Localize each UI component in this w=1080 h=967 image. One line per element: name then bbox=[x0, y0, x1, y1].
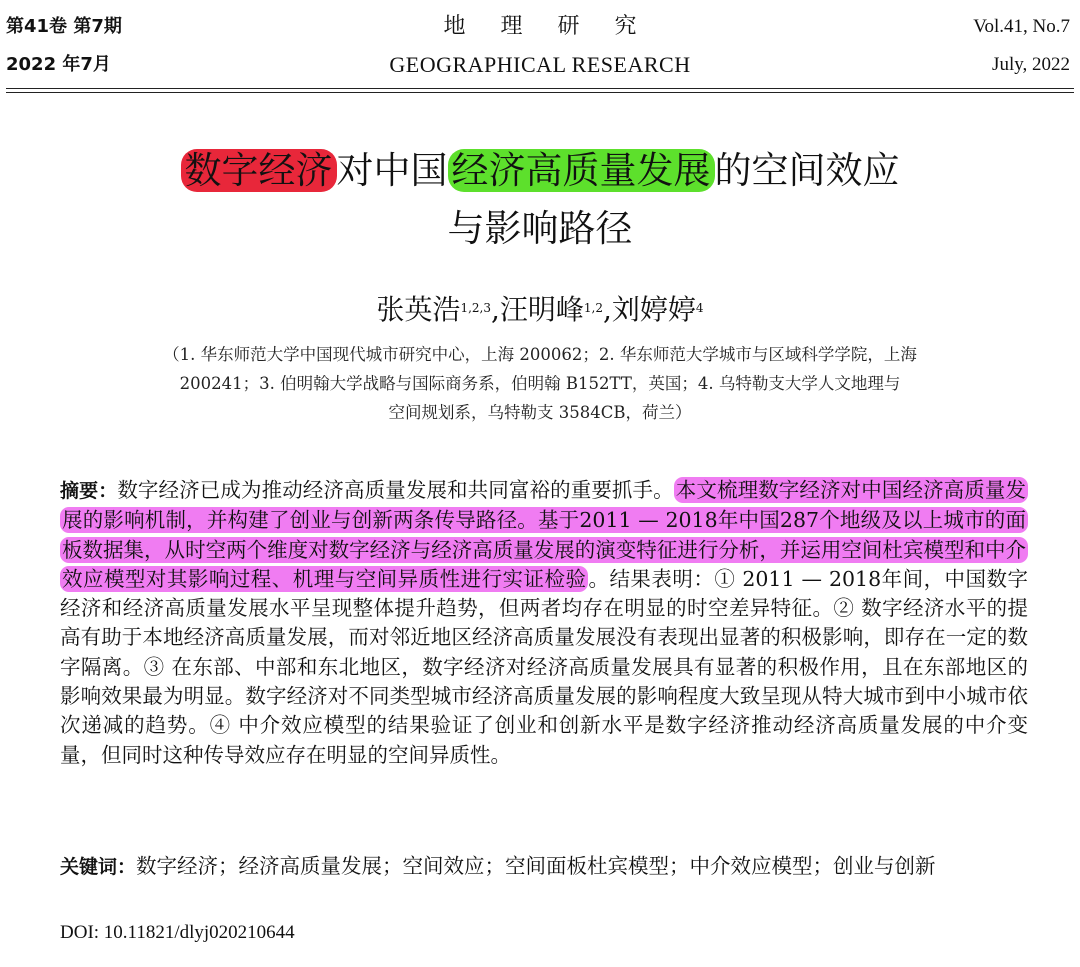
issue-en: Vol.41, No.7 bbox=[973, 16, 1070, 37]
date-cn: 2022 年7月 bbox=[6, 54, 111, 75]
affiliations bbox=[90, 340, 990, 427]
author-list bbox=[0, 288, 1080, 332]
author-affil-sup: 1,2 bbox=[583, 301, 603, 315]
doi: DOI: 10.11821/dlyj020210644 bbox=[60, 922, 295, 943]
affiliation-line: 空间规划系，乌特勒支 3584CB，荷兰） bbox=[388, 403, 692, 422]
abstract-label: 摘要： bbox=[60, 480, 118, 502]
title-line-2: 与影响路径 bbox=[447, 207, 633, 250]
header-center bbox=[0, 8, 1080, 84]
author-affil-sup: 4 bbox=[695, 301, 704, 315]
keywords-text: 数字经济；经济高质量发展；空间效应；空间面板杜宾模型；中介效应模型；创业与创新 bbox=[136, 854, 936, 878]
author-separator: , bbox=[603, 293, 612, 326]
keywords-label: 关键词： bbox=[60, 856, 137, 878]
paper-title bbox=[0, 142, 1080, 258]
issue-cn: 第41卷 第7期 bbox=[6, 16, 122, 37]
journal-header bbox=[0, 8, 1080, 86]
abstract bbox=[60, 476, 1028, 770]
title-text-4: 的空间效应 bbox=[714, 149, 900, 192]
header-rule-bottom bbox=[6, 92, 1074, 93]
title-highlight-green: 经济高质量发展 bbox=[448, 149, 715, 192]
affiliation-line: （1. 华东师范大学中国现代城市研究中心，上海 200062；2. 华东师范大学城市与区域科学学院，上海 bbox=[163, 345, 917, 364]
date-en: July, 2022 bbox=[992, 54, 1070, 75]
author-name: 刘婷婷 bbox=[611, 293, 696, 326]
abstract-highlight-pink: 本文梳理数字经济对中国经济高质量发展的影响机制，并构建了创业与创新两条传导路径。基于2011 — 2018年中国287个地级及以上城市的面板数据集，从时空两个维度对数字经济与经济高质量发展的演变特征进行分析，并运用空间杜宾模型和中介效应模型对其影响过程、机理与空间异质性进行实证检验 bbox=[62, 478, 1026, 591]
keywords bbox=[60, 852, 1028, 882]
journal-name-en: GEOGRAPHICAL RESEARCH bbox=[389, 52, 691, 77]
title-highlight-red: 数字经济 bbox=[181, 149, 337, 192]
author-name: 张英浩 bbox=[376, 293, 461, 326]
abstract-rest: 。结果表明：① 2011 — 2018年间，中国数字经济和经济高质量发展水平呈现整体提升趋势，但两者均存在明显的时空差异特征。② 数字经济水平的提高有助于本地经济高质量发展，而对邻近地区经济高质量发展没有表现出显著的积极影响，即存在一定的数字隔离。③ 在东部、中部和东北地区，数字经济对经济高质量发展具有显著的积极作用，且在东部地区的影响效果最为明显。数字经济对不同类型城市经济高质量发展的影响程度大致呈现从特大城市到中小城市依次递减的趋势。④ 中介效应模型的结果验证了创业和创新水平是数字经济推动经济高质量发展的中介变量，但同时这种传导效应存在明显的空间异质性。 bbox=[60, 566, 1028, 767]
author-separator: , bbox=[490, 293, 500, 326]
header-rule-top bbox=[6, 88, 1074, 89]
author-affil-sup: 1,2,3 bbox=[460, 301, 491, 315]
title-line-1 bbox=[0, 142, 1080, 200]
abstract-intro: 数字经济已成为推动经济高质量发展和共同富裕的重要抓手。 bbox=[117, 478, 674, 502]
author-name: 汪明峰 bbox=[499, 293, 584, 326]
title-text-2: 对中国 bbox=[336, 149, 448, 192]
journal-name-cn: 地 理 研 究 bbox=[443, 14, 651, 39]
header-right bbox=[973, 8, 1070, 84]
affiliation-line: 200241；3. 伯明翰大学战略与国际商务系，伯明翰 B152TT，英国；4. 乌特勒支大学人文地理与 bbox=[179, 374, 901, 393]
